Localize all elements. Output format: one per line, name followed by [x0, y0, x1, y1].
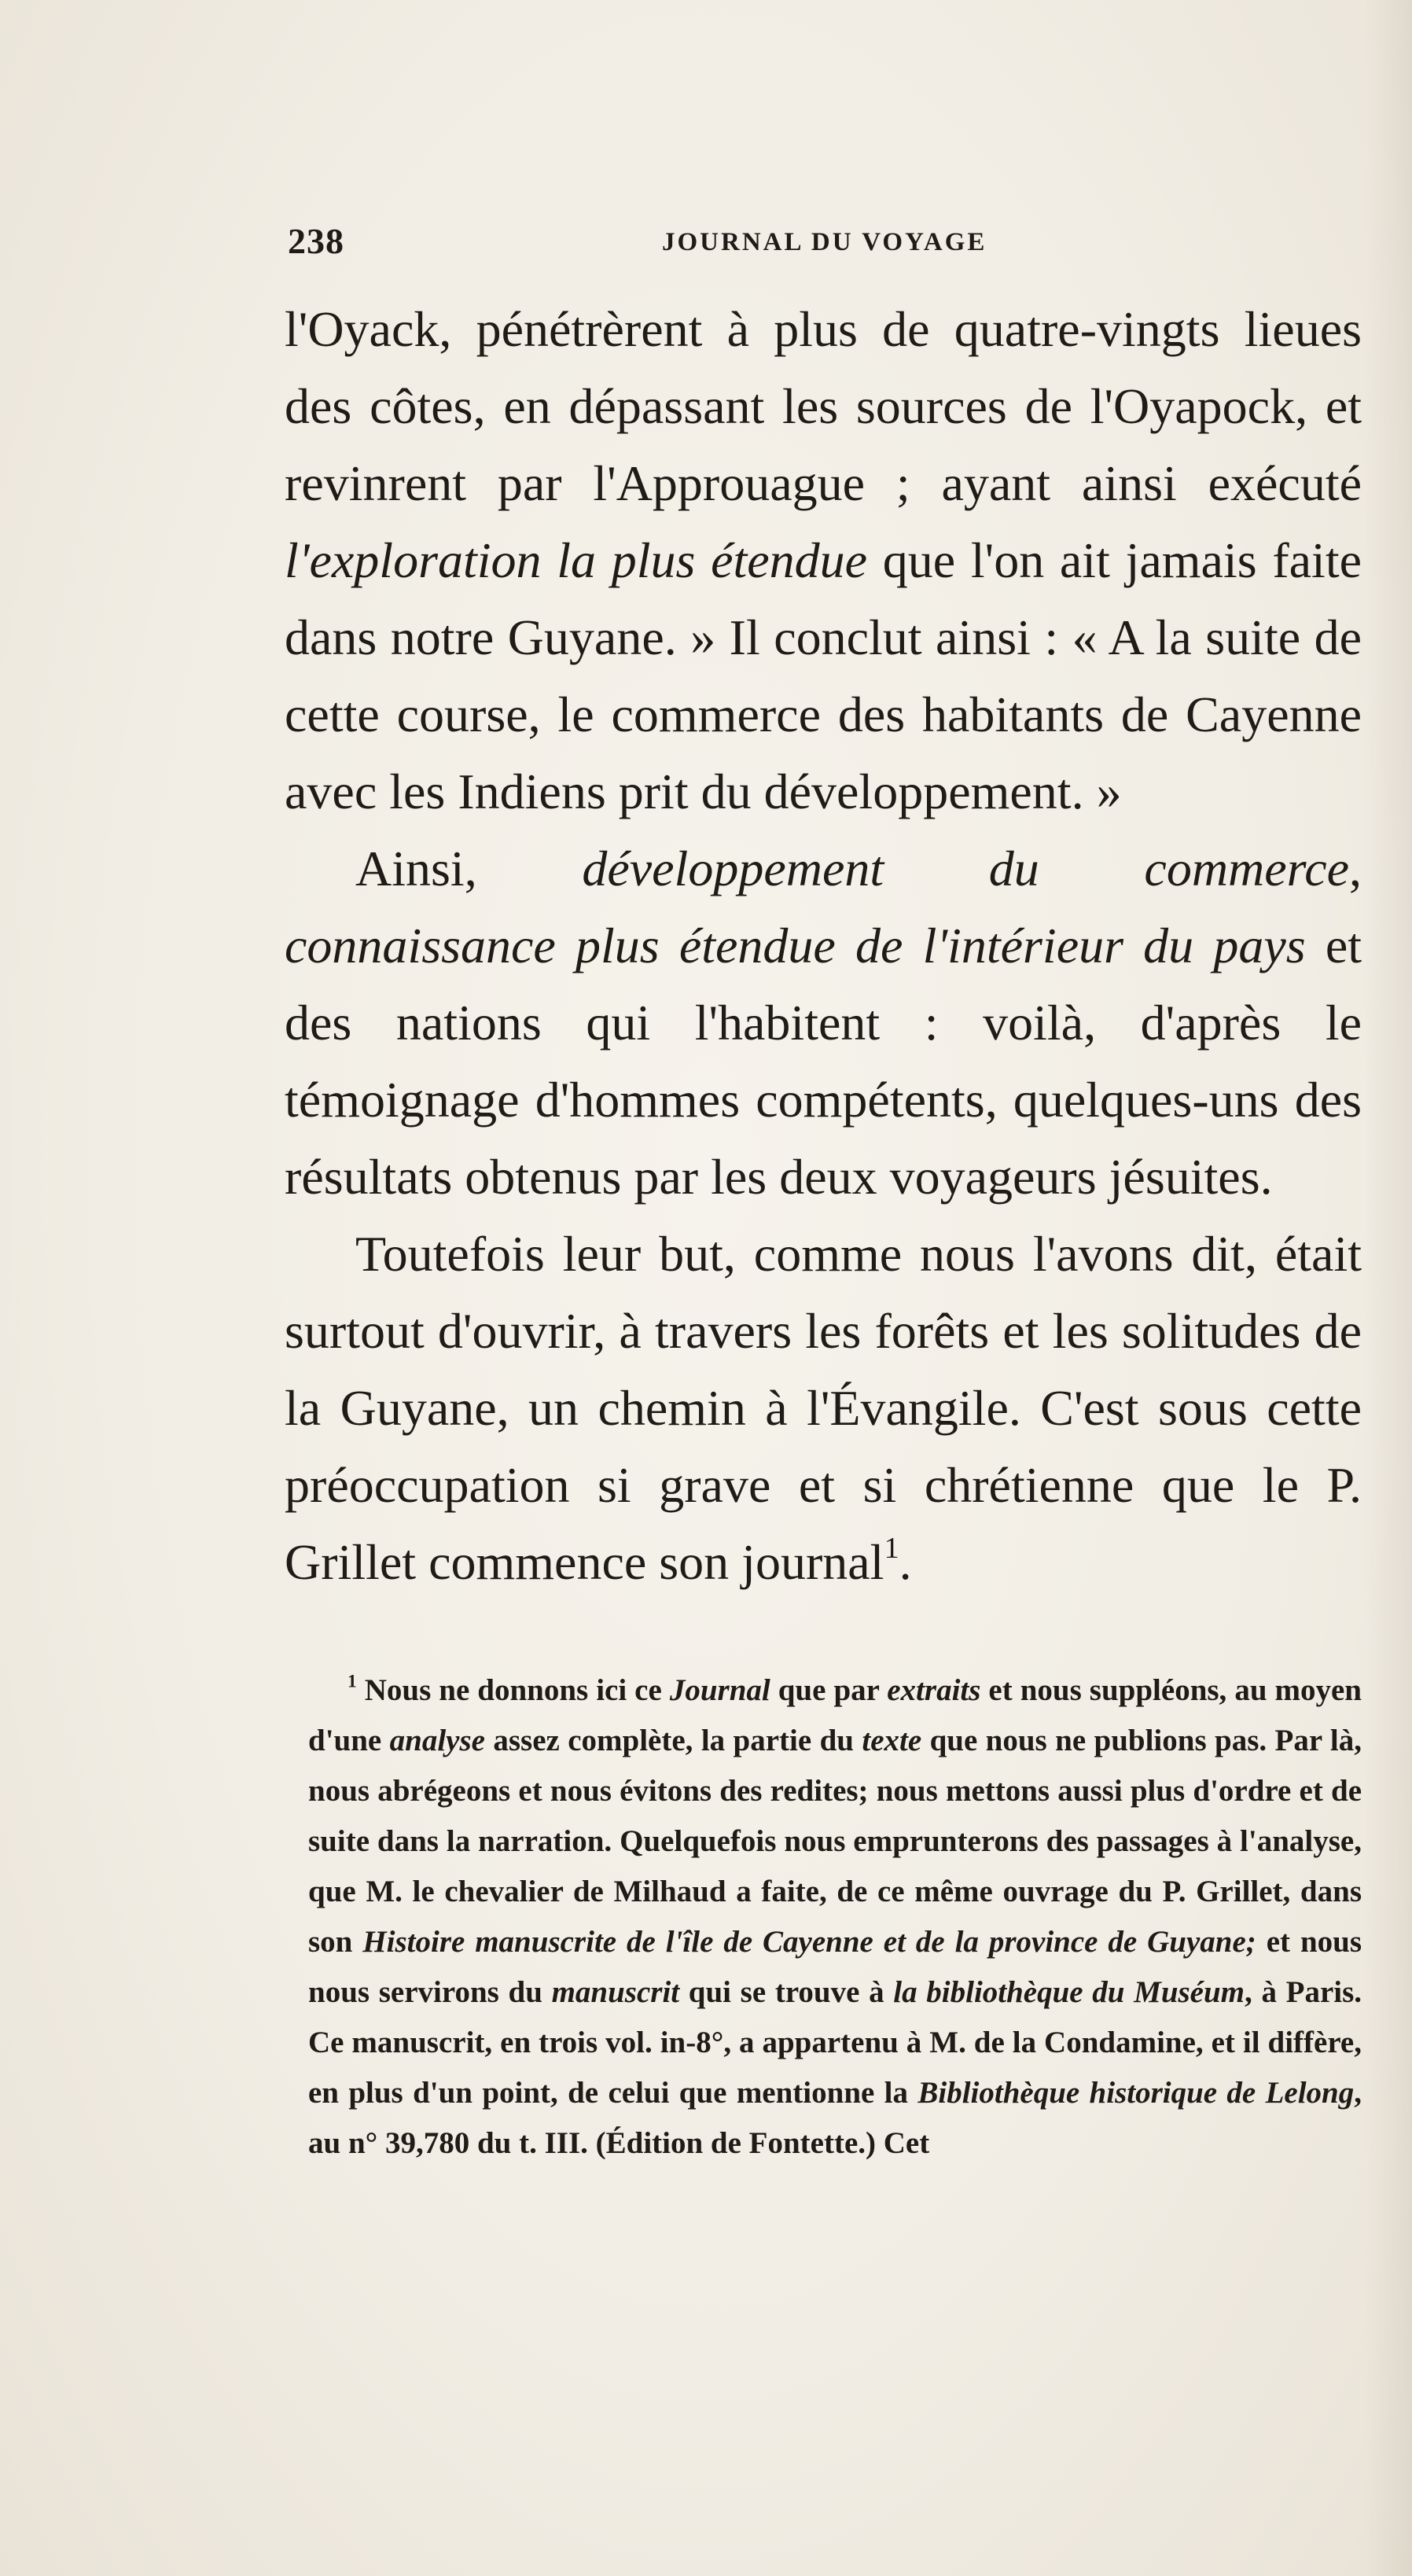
text-span: , au n° 39,780 du t. III. (Édition de Fontette.) Cet — [308, 2076, 1362, 2160]
italic-span: texte — [862, 1724, 922, 1757]
body-text — [285, 291, 1362, 1601]
text-span: , à Paris. Ce manuscrit, en trois vol. in-8°, a appartenu à M. de la Condamine, et il diffère, en plus d'un point, de celui que mentionne la — [308, 1975, 1362, 2110]
paragraph-continued — [285, 291, 1362, 830]
paragraph-purpose — [285, 1216, 1362, 1601]
italic-span: l'exploration la plus étendue — [285, 532, 868, 588]
footnote-reference[interactable]: 1 — [884, 1532, 899, 1566]
text-span: Ainsi, — [355, 841, 583, 896]
running-title: JOURNAL DU VOYAGE — [662, 228, 987, 256]
text-span: , — [1349, 841, 1362, 896]
text-span: et des nations qui l'habitent : voilà, d'après le témoignage d'hommes compétents, quelques-uns des résultats obtenus par les deux voyageurs jésuites. — [285, 918, 1362, 1205]
paragraph-results — [285, 830, 1362, 1216]
italic-span: extraits — [887, 1673, 981, 1707]
italic-span: manuscrit — [551, 1975, 680, 2009]
running-head — [288, 220, 1341, 267]
text-span: assez complète, la partie du — [484, 1724, 862, 1757]
page-gutter-shadow — [1365, 0, 1412, 2576]
text-span: et nous nous servirons du — [308, 1925, 1362, 2009]
page-number: 238 — [288, 221, 344, 261]
italic-span: analyse — [389, 1724, 485, 1757]
italic-span: Bibliothèque historique de Lelong — [917, 2076, 1355, 2110]
italic-span: développement du commerce — [582, 841, 1350, 896]
footnote-marker: 1 — [347, 1671, 357, 1692]
text-span: Toutefois leur but, comme nous l'avons dit, était surtout d'ouvrir, à travers les forêts et les solitudes de la Guyane, un chemin à l'Évangile. C'est sous cette préoccupation si grave et si chrétienne que le P. Grillet commence son journal — [285, 1226, 1362, 1590]
text-span: que l'on ait jamais faite dans notre Guyane. » Il conclut ainsi : « A la suite de cette course, le commerce des habitants de Cayenne avec les Indiens prit du développement. » — [285, 532, 1362, 819]
italic-span: Histoire manuscrite de l'île de Cayenne et de la province de Guyane; — [362, 1925, 1256, 1959]
footnotes — [308, 1665, 1362, 2169]
italic-span: Journal — [669, 1673, 770, 1707]
footnote-1 — [308, 1665, 1362, 2169]
text-span: et nous suppléons, au moyen d'une — [308, 1673, 1362, 1757]
text-span: . — [899, 1534, 912, 1590]
text-span: que nous ne publions pas. Par là, nous abrégeons et nous évitons des redites; nous mettons aussi plus d'ordre et de suite dans la narration. Quelquefois nous emprunterons des passages à l'analyse, que M. le chevalier de Milhaud a faite, de ce même ouvrage du P. Grillet, dans son — [308, 1724, 1362, 1959]
text-span: que par — [770, 1673, 888, 1707]
italic-span: connaissance plus étendue de l'intérieur du pays — [285, 918, 1306, 973]
text-span: l'Oyack, pénétrèrent à plus de quatre-vingts lieues des côtes, en dépassant les sources de l'Oyapock, et revinrent par l'Approuague ; ayant ainsi exécuté — [285, 301, 1362, 511]
italic-span: la bibliothèque du Muséum — [893, 1975, 1245, 2009]
text-span: qui se trouve à — [679, 1975, 894, 2009]
text-span: Nous ne donnons ici ce — [356, 1673, 670, 1707]
